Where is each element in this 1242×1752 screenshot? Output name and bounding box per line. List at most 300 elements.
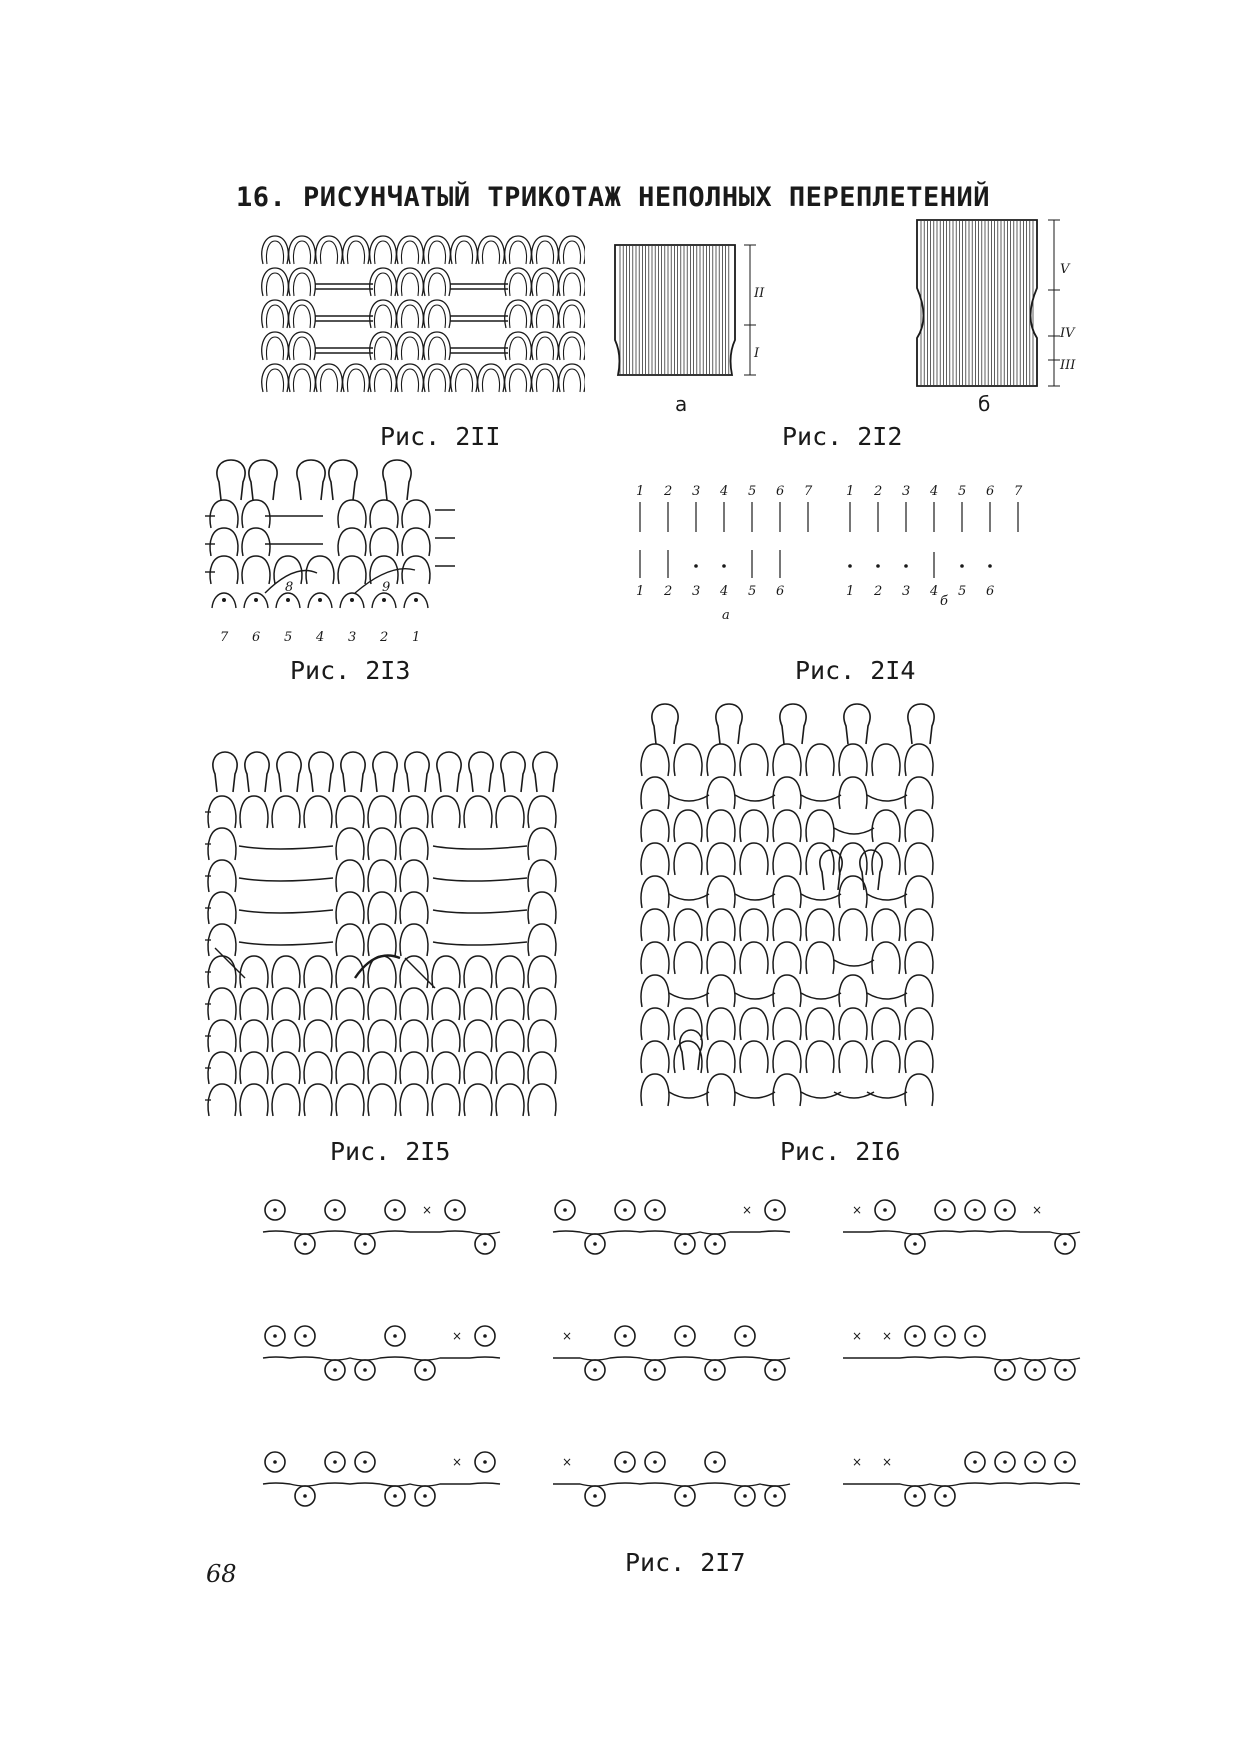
needle-dot bbox=[414, 598, 418, 602]
knit-loop bbox=[707, 975, 735, 1007]
knit-loop-inner bbox=[536, 369, 553, 392]
knit-loop bbox=[336, 828, 364, 860]
knit-loop bbox=[872, 1041, 900, 1073]
yarn-path bbox=[553, 1231, 790, 1234]
top-loop bbox=[652, 704, 678, 744]
miss-mark: × bbox=[852, 1455, 863, 1469]
float-thread bbox=[239, 910, 333, 913]
needle-dot bbox=[683, 1334, 687, 1338]
knit-loop-inner bbox=[536, 305, 553, 328]
figure-212-caption: Рис. 2I2 bbox=[782, 422, 903, 451]
knit-loop bbox=[528, 860, 556, 892]
knit-loop bbox=[400, 1052, 428, 1084]
knit-loop-inner bbox=[509, 337, 526, 360]
needle-number: 7 bbox=[220, 630, 229, 645]
knit-loop bbox=[528, 924, 556, 956]
knit-loop bbox=[740, 909, 768, 941]
miss-mark: × bbox=[1032, 1203, 1043, 1217]
needle-dot bbox=[913, 1494, 917, 1498]
miss-mark: × bbox=[562, 1329, 573, 1343]
needle-dot bbox=[303, 1494, 307, 1498]
knit-loop-inner bbox=[428, 369, 445, 392]
figure-216-caption: Рис. 2I6 bbox=[780, 1137, 901, 1166]
knit-loop bbox=[336, 796, 364, 828]
yarn-path bbox=[843, 1483, 1080, 1486]
knit-loop bbox=[304, 1052, 332, 1084]
figure-214b-label: б bbox=[940, 594, 948, 609]
float-thread bbox=[735, 795, 775, 801]
figure-212b-zone-3: III bbox=[1060, 358, 1076, 373]
knit-loop bbox=[400, 892, 428, 924]
knit-loop-inner bbox=[374, 305, 391, 328]
needle-dot bbox=[318, 598, 322, 602]
knit-loop bbox=[336, 1052, 364, 1084]
float-thread bbox=[433, 878, 527, 881]
needle-dot bbox=[350, 598, 354, 602]
knit-loop bbox=[370, 500, 398, 528]
knit-loop bbox=[338, 556, 366, 584]
knit-loop bbox=[496, 796, 524, 828]
knit-loop bbox=[242, 556, 270, 584]
yarn-path bbox=[843, 1231, 1080, 1234]
knit-loop bbox=[505, 332, 532, 360]
knit-loop bbox=[528, 828, 556, 860]
needle-dot bbox=[943, 1208, 947, 1212]
knit-loop bbox=[370, 364, 397, 392]
knit-loop bbox=[464, 988, 492, 1020]
knit-loop bbox=[336, 1020, 364, 1052]
needle-dot bbox=[1063, 1368, 1067, 1372]
needle-dot bbox=[722, 564, 726, 568]
miss-mark: × bbox=[452, 1455, 463, 1469]
needle-number: 6 bbox=[776, 584, 785, 599]
knit-loop bbox=[262, 268, 289, 296]
knit-loop bbox=[272, 1084, 300, 1116]
knit-loop-inner bbox=[482, 241, 499, 264]
needle-dot bbox=[363, 1368, 367, 1372]
knit-loop bbox=[316, 364, 343, 392]
knit-loop bbox=[905, 1008, 933, 1040]
needle-number: 5 bbox=[284, 630, 293, 645]
figure-211-knit-diagram bbox=[255, 228, 585, 404]
figure-214-caption: Рис. 2I4 bbox=[795, 656, 916, 685]
needle-dot bbox=[943, 1494, 947, 1498]
knit-loop bbox=[208, 796, 236, 828]
needle-number: 6 bbox=[252, 630, 261, 645]
needle-dot bbox=[913, 1334, 917, 1338]
needle-dot bbox=[382, 598, 386, 602]
knit-loop bbox=[368, 828, 396, 860]
needle-number: 2 bbox=[874, 484, 883, 499]
needle-dot bbox=[1033, 1368, 1037, 1372]
knit-loop bbox=[343, 364, 370, 392]
knit-loop bbox=[740, 744, 768, 776]
float-thread bbox=[867, 894, 907, 900]
knit-loop bbox=[905, 876, 933, 908]
knit-loop bbox=[839, 1008, 867, 1040]
knit-loop bbox=[905, 909, 933, 941]
knit-loop bbox=[451, 364, 478, 392]
knit-loop bbox=[306, 556, 334, 584]
needle-dot bbox=[713, 1368, 717, 1372]
float-thread bbox=[867, 795, 907, 801]
knit-loop bbox=[272, 1052, 300, 1084]
knit-loop-inner bbox=[266, 305, 283, 328]
needle-dot bbox=[593, 1494, 597, 1498]
knit-loop bbox=[400, 988, 428, 1020]
float-thread bbox=[834, 828, 874, 834]
knit-loop bbox=[641, 909, 669, 941]
knit-loop bbox=[839, 909, 867, 941]
needle-number: 7 bbox=[804, 484, 813, 499]
knit-loop bbox=[641, 975, 669, 1007]
miss-mark: × bbox=[562, 1455, 573, 1469]
knit-loop bbox=[773, 1074, 801, 1106]
knit-loop bbox=[528, 1052, 556, 1084]
float-thread bbox=[433, 846, 527, 849]
knit-loop bbox=[740, 942, 768, 974]
needle-dot bbox=[363, 1460, 367, 1464]
knit-loop bbox=[773, 843, 801, 875]
knit-loop bbox=[641, 843, 669, 875]
needle-dot bbox=[653, 1460, 657, 1464]
figure-212a-label: а bbox=[675, 392, 688, 416]
needle-number: 4 bbox=[930, 584, 939, 599]
figure-211-caption: Рис. 2II bbox=[380, 422, 501, 451]
needle-dot bbox=[254, 598, 258, 602]
needle-dot bbox=[876, 564, 880, 568]
float-thread bbox=[669, 795, 709, 801]
knit-loop bbox=[336, 988, 364, 1020]
needle-dot bbox=[563, 1208, 567, 1212]
needle-number: 3 bbox=[692, 584, 701, 599]
top-loop bbox=[217, 460, 245, 500]
knit-loop bbox=[368, 1084, 396, 1116]
needle-number: 4 bbox=[720, 584, 729, 599]
knit-loop bbox=[343, 236, 370, 264]
figure-213-loop-diagram bbox=[205, 458, 475, 620]
needle-dot bbox=[623, 1460, 627, 1464]
needle-dot bbox=[683, 1494, 687, 1498]
knit-loop-inner bbox=[455, 369, 472, 392]
knit-loop bbox=[773, 1041, 801, 1073]
top-loop bbox=[405, 752, 429, 792]
knit-loop bbox=[402, 500, 430, 528]
needle-number: 4 bbox=[720, 484, 729, 499]
float-thread bbox=[867, 993, 907, 999]
knit-loop bbox=[289, 364, 316, 392]
knit-loop bbox=[397, 364, 424, 392]
needle-dot bbox=[988, 564, 992, 568]
needle-dot bbox=[773, 1208, 777, 1212]
needle-number: 2 bbox=[874, 584, 883, 599]
float-thread bbox=[801, 894, 841, 900]
figure-213-mark-8: 8 bbox=[285, 580, 294, 595]
top-loop bbox=[716, 704, 742, 744]
knit-loop bbox=[208, 1084, 236, 1116]
figure-215-loop-diagram bbox=[205, 748, 575, 1128]
knit-loop bbox=[478, 236, 505, 264]
knit-loop bbox=[773, 876, 801, 908]
needle-dot bbox=[653, 1208, 657, 1212]
knit-loop bbox=[773, 810, 801, 842]
knit-loop bbox=[304, 796, 332, 828]
miss-mark: × bbox=[852, 1203, 863, 1217]
float-thread bbox=[735, 894, 775, 900]
knit-loop bbox=[528, 956, 556, 988]
figure-212b-label: б bbox=[978, 392, 991, 416]
knit-loop bbox=[839, 777, 867, 809]
knit-loop bbox=[400, 956, 428, 988]
miss-mark: × bbox=[882, 1329, 893, 1343]
float-thread bbox=[433, 910, 527, 913]
knit-loop bbox=[464, 956, 492, 988]
knit-loop bbox=[370, 236, 397, 264]
needle-dot bbox=[623, 1208, 627, 1212]
top-loop bbox=[249, 460, 277, 500]
needle-dot bbox=[773, 1494, 777, 1498]
knit-loop bbox=[289, 236, 316, 264]
needle-dot bbox=[483, 1242, 487, 1246]
knit-loop-inner bbox=[401, 369, 418, 392]
top-loop bbox=[213, 752, 237, 792]
knit-loop bbox=[262, 300, 289, 328]
knit-loop bbox=[208, 1052, 236, 1084]
knit-loop bbox=[707, 1008, 735, 1040]
knit-loop bbox=[208, 988, 236, 1020]
knit-loop-inner bbox=[266, 273, 283, 296]
knit-loop bbox=[641, 942, 669, 974]
knit-loop bbox=[424, 300, 451, 328]
knit-loop bbox=[532, 364, 559, 392]
miss-mark: × bbox=[852, 1329, 863, 1343]
knit-loop-inner bbox=[266, 241, 283, 264]
needle-number: 3 bbox=[692, 484, 701, 499]
knit-loop bbox=[400, 796, 428, 828]
needle-dot bbox=[273, 1334, 277, 1338]
knit-loop-inner bbox=[266, 337, 283, 360]
knit-loop bbox=[641, 777, 669, 809]
float-thread bbox=[801, 993, 841, 999]
miss-mark: × bbox=[882, 1455, 893, 1469]
needle-dot bbox=[363, 1242, 367, 1246]
knit-loop bbox=[432, 956, 460, 988]
knit-loop bbox=[707, 909, 735, 941]
needle-number: 6 bbox=[776, 484, 785, 499]
knit-loop-inner bbox=[293, 273, 310, 296]
knit-loop bbox=[872, 744, 900, 776]
needle-dot bbox=[1033, 1460, 1037, 1464]
knit-loop bbox=[338, 500, 366, 528]
knit-loop bbox=[532, 332, 559, 360]
knit-loop bbox=[707, 1074, 735, 1106]
top-loop bbox=[329, 460, 357, 500]
needle-dot bbox=[773, 1368, 777, 1372]
needle-number: 1 bbox=[846, 584, 855, 599]
needle-number: 5 bbox=[958, 484, 967, 499]
knit-loop bbox=[397, 236, 424, 264]
figure-212b-zone-4: IV bbox=[1060, 326, 1075, 341]
knit-loop bbox=[872, 1008, 900, 1040]
float-thread bbox=[239, 942, 333, 945]
knit-loop bbox=[336, 892, 364, 924]
yarn-path bbox=[263, 1231, 500, 1234]
needle-number: 5 bbox=[958, 584, 967, 599]
knit-loop bbox=[559, 332, 585, 360]
needle-dot bbox=[393, 1494, 397, 1498]
knit-loop bbox=[806, 744, 834, 776]
needle-number: 2 bbox=[664, 484, 673, 499]
yarn-path bbox=[263, 1357, 500, 1360]
knit-loop bbox=[242, 500, 270, 528]
knit-loop-inner bbox=[563, 369, 580, 392]
float-thread bbox=[239, 846, 333, 849]
top-loop bbox=[437, 752, 461, 792]
needle-dot bbox=[273, 1208, 277, 1212]
needle-dot bbox=[1003, 1208, 1007, 1212]
knit-loop bbox=[806, 909, 834, 941]
knit-loop bbox=[559, 236, 585, 264]
needle-dot bbox=[973, 1460, 977, 1464]
knit-loop-inner bbox=[374, 337, 391, 360]
needle-dot bbox=[1063, 1242, 1067, 1246]
knit-loop bbox=[424, 364, 451, 392]
needle-dot bbox=[423, 1368, 427, 1372]
top-loop bbox=[341, 752, 365, 792]
knit-loop bbox=[336, 924, 364, 956]
knit-loop-inner bbox=[428, 241, 445, 264]
knit-loop bbox=[397, 268, 424, 296]
knit-loop-inner bbox=[536, 241, 553, 264]
knit-loop bbox=[240, 1020, 268, 1052]
knit-loop-inner bbox=[374, 369, 391, 392]
knit-loop bbox=[528, 1084, 556, 1116]
figure-216-loop-diagram bbox=[640, 700, 960, 1120]
knit-loop bbox=[740, 1041, 768, 1073]
knit-loop-inner bbox=[536, 273, 553, 296]
needle-dot bbox=[1003, 1368, 1007, 1372]
float-thread bbox=[801, 795, 841, 801]
float-thread bbox=[433, 942, 527, 945]
figure-212a-zone-2: II bbox=[754, 286, 765, 301]
top-loop bbox=[780, 704, 806, 744]
knit-loop bbox=[707, 843, 735, 875]
needle-dot bbox=[333, 1460, 337, 1464]
float-thread bbox=[669, 894, 709, 900]
needle-number: 6 bbox=[986, 484, 995, 499]
figure-212b-fabric-sample bbox=[912, 218, 1072, 390]
knit-loop bbox=[208, 828, 236, 860]
needle-number: 3 bbox=[902, 584, 911, 599]
needle-dot bbox=[393, 1208, 397, 1212]
needle-dot bbox=[1063, 1460, 1067, 1464]
needle-dot bbox=[973, 1334, 977, 1338]
knit-loop bbox=[505, 236, 532, 264]
knit-loop bbox=[464, 1052, 492, 1084]
knit-loop bbox=[707, 744, 735, 776]
knit-loop bbox=[370, 300, 397, 328]
knit-loop bbox=[262, 364, 289, 392]
needle-dot bbox=[653, 1368, 657, 1372]
knit-loop bbox=[304, 956, 332, 988]
float-thread bbox=[735, 993, 775, 999]
needle-dot bbox=[694, 564, 698, 568]
knit-loop bbox=[674, 810, 702, 842]
knit-loop bbox=[210, 556, 238, 584]
needle-dot bbox=[286, 598, 290, 602]
knit-loop bbox=[496, 1020, 524, 1052]
top-loop bbox=[383, 460, 411, 500]
knit-loop-inner bbox=[509, 273, 526, 296]
knit-loop bbox=[674, 1008, 702, 1040]
top-loop bbox=[533, 752, 557, 792]
knit-loop bbox=[272, 956, 300, 988]
knit-loop bbox=[400, 924, 428, 956]
needle-number: 1 bbox=[636, 484, 645, 499]
knit-loop bbox=[208, 1020, 236, 1052]
knit-loop bbox=[400, 860, 428, 892]
knit-loop bbox=[208, 892, 236, 924]
knit-loop-inner bbox=[401, 273, 418, 296]
knit-loop bbox=[839, 975, 867, 1007]
knit-loop bbox=[272, 988, 300, 1020]
knit-loop bbox=[707, 942, 735, 974]
knit-loop bbox=[464, 796, 492, 828]
figure-212a-zone-1: I bbox=[754, 346, 760, 361]
knit-loop bbox=[496, 1084, 524, 1116]
knit-loop-inner bbox=[509, 305, 526, 328]
knit-loop bbox=[641, 1041, 669, 1073]
knit-loop bbox=[839, 843, 867, 875]
needle-number: 4 bbox=[316, 630, 325, 645]
knit-loop bbox=[641, 744, 669, 776]
needle-number: 1 bbox=[846, 484, 855, 499]
knit-loop bbox=[839, 1041, 867, 1073]
knit-loop bbox=[496, 1052, 524, 1084]
knit-loop bbox=[707, 1041, 735, 1073]
knit-loop bbox=[304, 1084, 332, 1116]
needle-dot bbox=[423, 1494, 427, 1498]
needle-dot bbox=[713, 1242, 717, 1246]
figure-215-caption: Рис. 2I5 bbox=[330, 1137, 451, 1166]
knit-loop bbox=[289, 268, 316, 296]
figure-217-notation-grid bbox=[255, 1162, 1125, 1542]
top-loop bbox=[908, 704, 934, 744]
knit-loop bbox=[402, 556, 430, 584]
knit-loop bbox=[496, 956, 524, 988]
needle-dot bbox=[483, 1460, 487, 1464]
knit-loop bbox=[368, 1052, 396, 1084]
needle-number: 1 bbox=[636, 584, 645, 599]
knit-loop bbox=[905, 1041, 933, 1073]
knit-loop bbox=[432, 1020, 460, 1052]
knit-loop-inner bbox=[347, 241, 364, 264]
knit-loop bbox=[559, 364, 585, 392]
knit-loop bbox=[368, 860, 396, 892]
knit-loop bbox=[262, 236, 289, 264]
needle-number: 2 bbox=[380, 630, 389, 645]
knit-loop bbox=[464, 1020, 492, 1052]
knit-loop bbox=[872, 942, 900, 974]
knit-loop-inner bbox=[293, 369, 310, 392]
needle-dot bbox=[943, 1334, 947, 1338]
knit-loop bbox=[451, 236, 478, 264]
float-thread bbox=[834, 960, 874, 966]
knit-loop bbox=[370, 268, 397, 296]
knit-loop bbox=[432, 796, 460, 828]
needle-dot bbox=[1003, 1460, 1007, 1464]
top-loop bbox=[245, 752, 269, 792]
